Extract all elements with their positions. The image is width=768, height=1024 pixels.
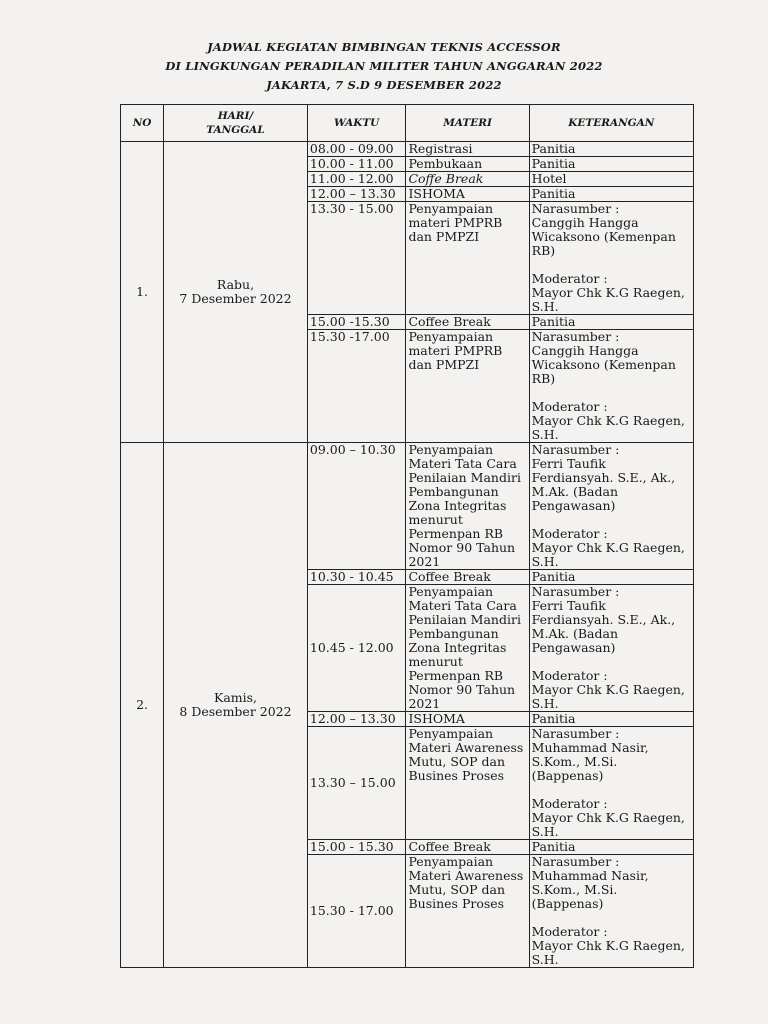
material-cell: Penyampaian Materi Tata Cara Penilaian Mandiri Pembangunan Zona Integritas menurut Permenpan RB Nomor 90 Tahun 2021 bbox=[406, 585, 529, 712]
time-cell: 10.30 - 10.45 bbox=[307, 570, 406, 585]
day-date: Rabu, 7 Desember 2022 bbox=[164, 142, 308, 443]
material-cell: Penyampaian Materi Awareness Mutu, SOP dan Busines Proses bbox=[406, 727, 529, 840]
day-date: Kamis, 8 Desember 2022 bbox=[164, 443, 308, 968]
time-cell: 15.00 -15.30 bbox=[307, 315, 406, 330]
time-cell: 15.30 -17.00 bbox=[307, 330, 406, 443]
note-cell: Narasumber : Ferri Taufik Ferdiansyah. S.E., Ak., M.Ak. (Badan Pengawasan) Moderator : Mayor Chk K.G Raegen, S.H. bbox=[529, 585, 693, 712]
note-cell: Panitia bbox=[529, 570, 693, 585]
note-cell: Panitia bbox=[529, 712, 693, 727]
header-no: NO bbox=[121, 105, 164, 142]
note-cell: Narasumber : Muhammad Nasir, S.Kom., M.Si. (Bappenas) Moderator : Mayor Chk K.G Raegen, S.H. bbox=[529, 855, 693, 968]
note-cell: Narasumber : Ferri Taufik Ferdiansyah. S.E., Ak., M.Ak. (Badan Pengawasan) Moderator : Mayor Chk K.G Raegen, S.H. bbox=[529, 443, 693, 570]
time-cell: 12.00 – 13.30 bbox=[307, 187, 406, 202]
material-cell: Penyampaian materi PMPRB dan PMPZI bbox=[406, 330, 529, 443]
row-number: 1. bbox=[121, 142, 164, 443]
time-cell: 08.00 - 09.00 bbox=[307, 142, 406, 157]
note-cell: Panitia bbox=[529, 142, 693, 157]
header-time: WAKTU bbox=[307, 105, 406, 142]
header-note: KETERANGAN bbox=[529, 105, 693, 142]
material-cell: ISHOMA bbox=[406, 187, 529, 202]
table-row bbox=[121, 142, 694, 157]
material-cell: Coffee Break bbox=[406, 840, 529, 855]
time-cell: 15.30 - 17.00 bbox=[307, 855, 406, 968]
material-cell: Coffee Break bbox=[406, 570, 529, 585]
time-cell: 15.00 - 15.30 bbox=[307, 840, 406, 855]
note-cell: Narasumber : Canggih Hangga Wicaksono (Kemenpan RB) Moderator : Mayor Chk K.G Raegen, S.H. bbox=[529, 202, 693, 315]
schedule-table bbox=[120, 104, 694, 968]
time-cell: 13.30 - 15.00 bbox=[307, 202, 406, 315]
title-line-1: JADWAL KEGIATAN BIMBINGAN TEKNIS ACCESSOR bbox=[207, 40, 561, 54]
material-cell: Penyampaian Materi Awareness Mutu, SOP dan Busines Proses bbox=[406, 855, 529, 968]
material-cell: ISHOMA bbox=[406, 712, 529, 727]
note-cell: Panitia bbox=[529, 157, 693, 172]
table-header-row bbox=[121, 105, 694, 142]
material-cell: Penyampaian Materi Tata Cara Penilaian Mandiri Pembangunan Zona Integritas menurut Permenpan RB Nomor 90 Tahun 2021 bbox=[406, 443, 529, 570]
material-cell: Pembukaan bbox=[406, 157, 529, 172]
time-cell: 10.00 - 11.00 bbox=[307, 157, 406, 172]
material-cell: Penyampaian materi PMPRB dan PMPZI bbox=[406, 202, 529, 315]
note-cell: Hotel bbox=[529, 172, 693, 187]
header-material: MATERI bbox=[406, 105, 529, 142]
title-line-2: DI LINGKUNGAN PERADILAN MILITER TAHUN ANGGARAN 2022 bbox=[165, 59, 603, 73]
material-cell: Coffe Break bbox=[406, 172, 529, 187]
material-cell: Registrasi bbox=[406, 142, 529, 157]
time-cell: 10.45 - 12.00 bbox=[307, 585, 406, 712]
row-number: 2. bbox=[121, 443, 164, 968]
material-cell: Coffee Break bbox=[406, 315, 529, 330]
title-line-3: JAKARTA, 7 S.D 9 DESEMBER 2022 bbox=[266, 78, 502, 92]
note-cell: Panitia bbox=[529, 840, 693, 855]
time-cell: 11.00 - 12.00 bbox=[307, 172, 406, 187]
header-day: HARI/ TANGGAL bbox=[164, 105, 308, 142]
note-cell: Panitia bbox=[529, 187, 693, 202]
time-cell: 12.00 – 13.30 bbox=[307, 712, 406, 727]
note-cell: Panitia bbox=[529, 315, 693, 330]
note-cell: Narasumber : Muhammad Nasir, S.Kom., M.Si. (Bappenas) Moderator : Mayor Chk K.G Raegen, S.H. bbox=[529, 727, 693, 840]
time-cell: 13.30 – 15.00 bbox=[307, 727, 406, 840]
note-cell: Narasumber : Canggih Hangga Wicaksono (Kemenpan RB) Moderator : Mayor Chk K.G Raegen, S.H. bbox=[529, 330, 693, 443]
time-cell: 09.00 – 10.30 bbox=[307, 443, 406, 570]
table-row bbox=[121, 443, 694, 570]
document-title bbox=[0, 38, 768, 95]
